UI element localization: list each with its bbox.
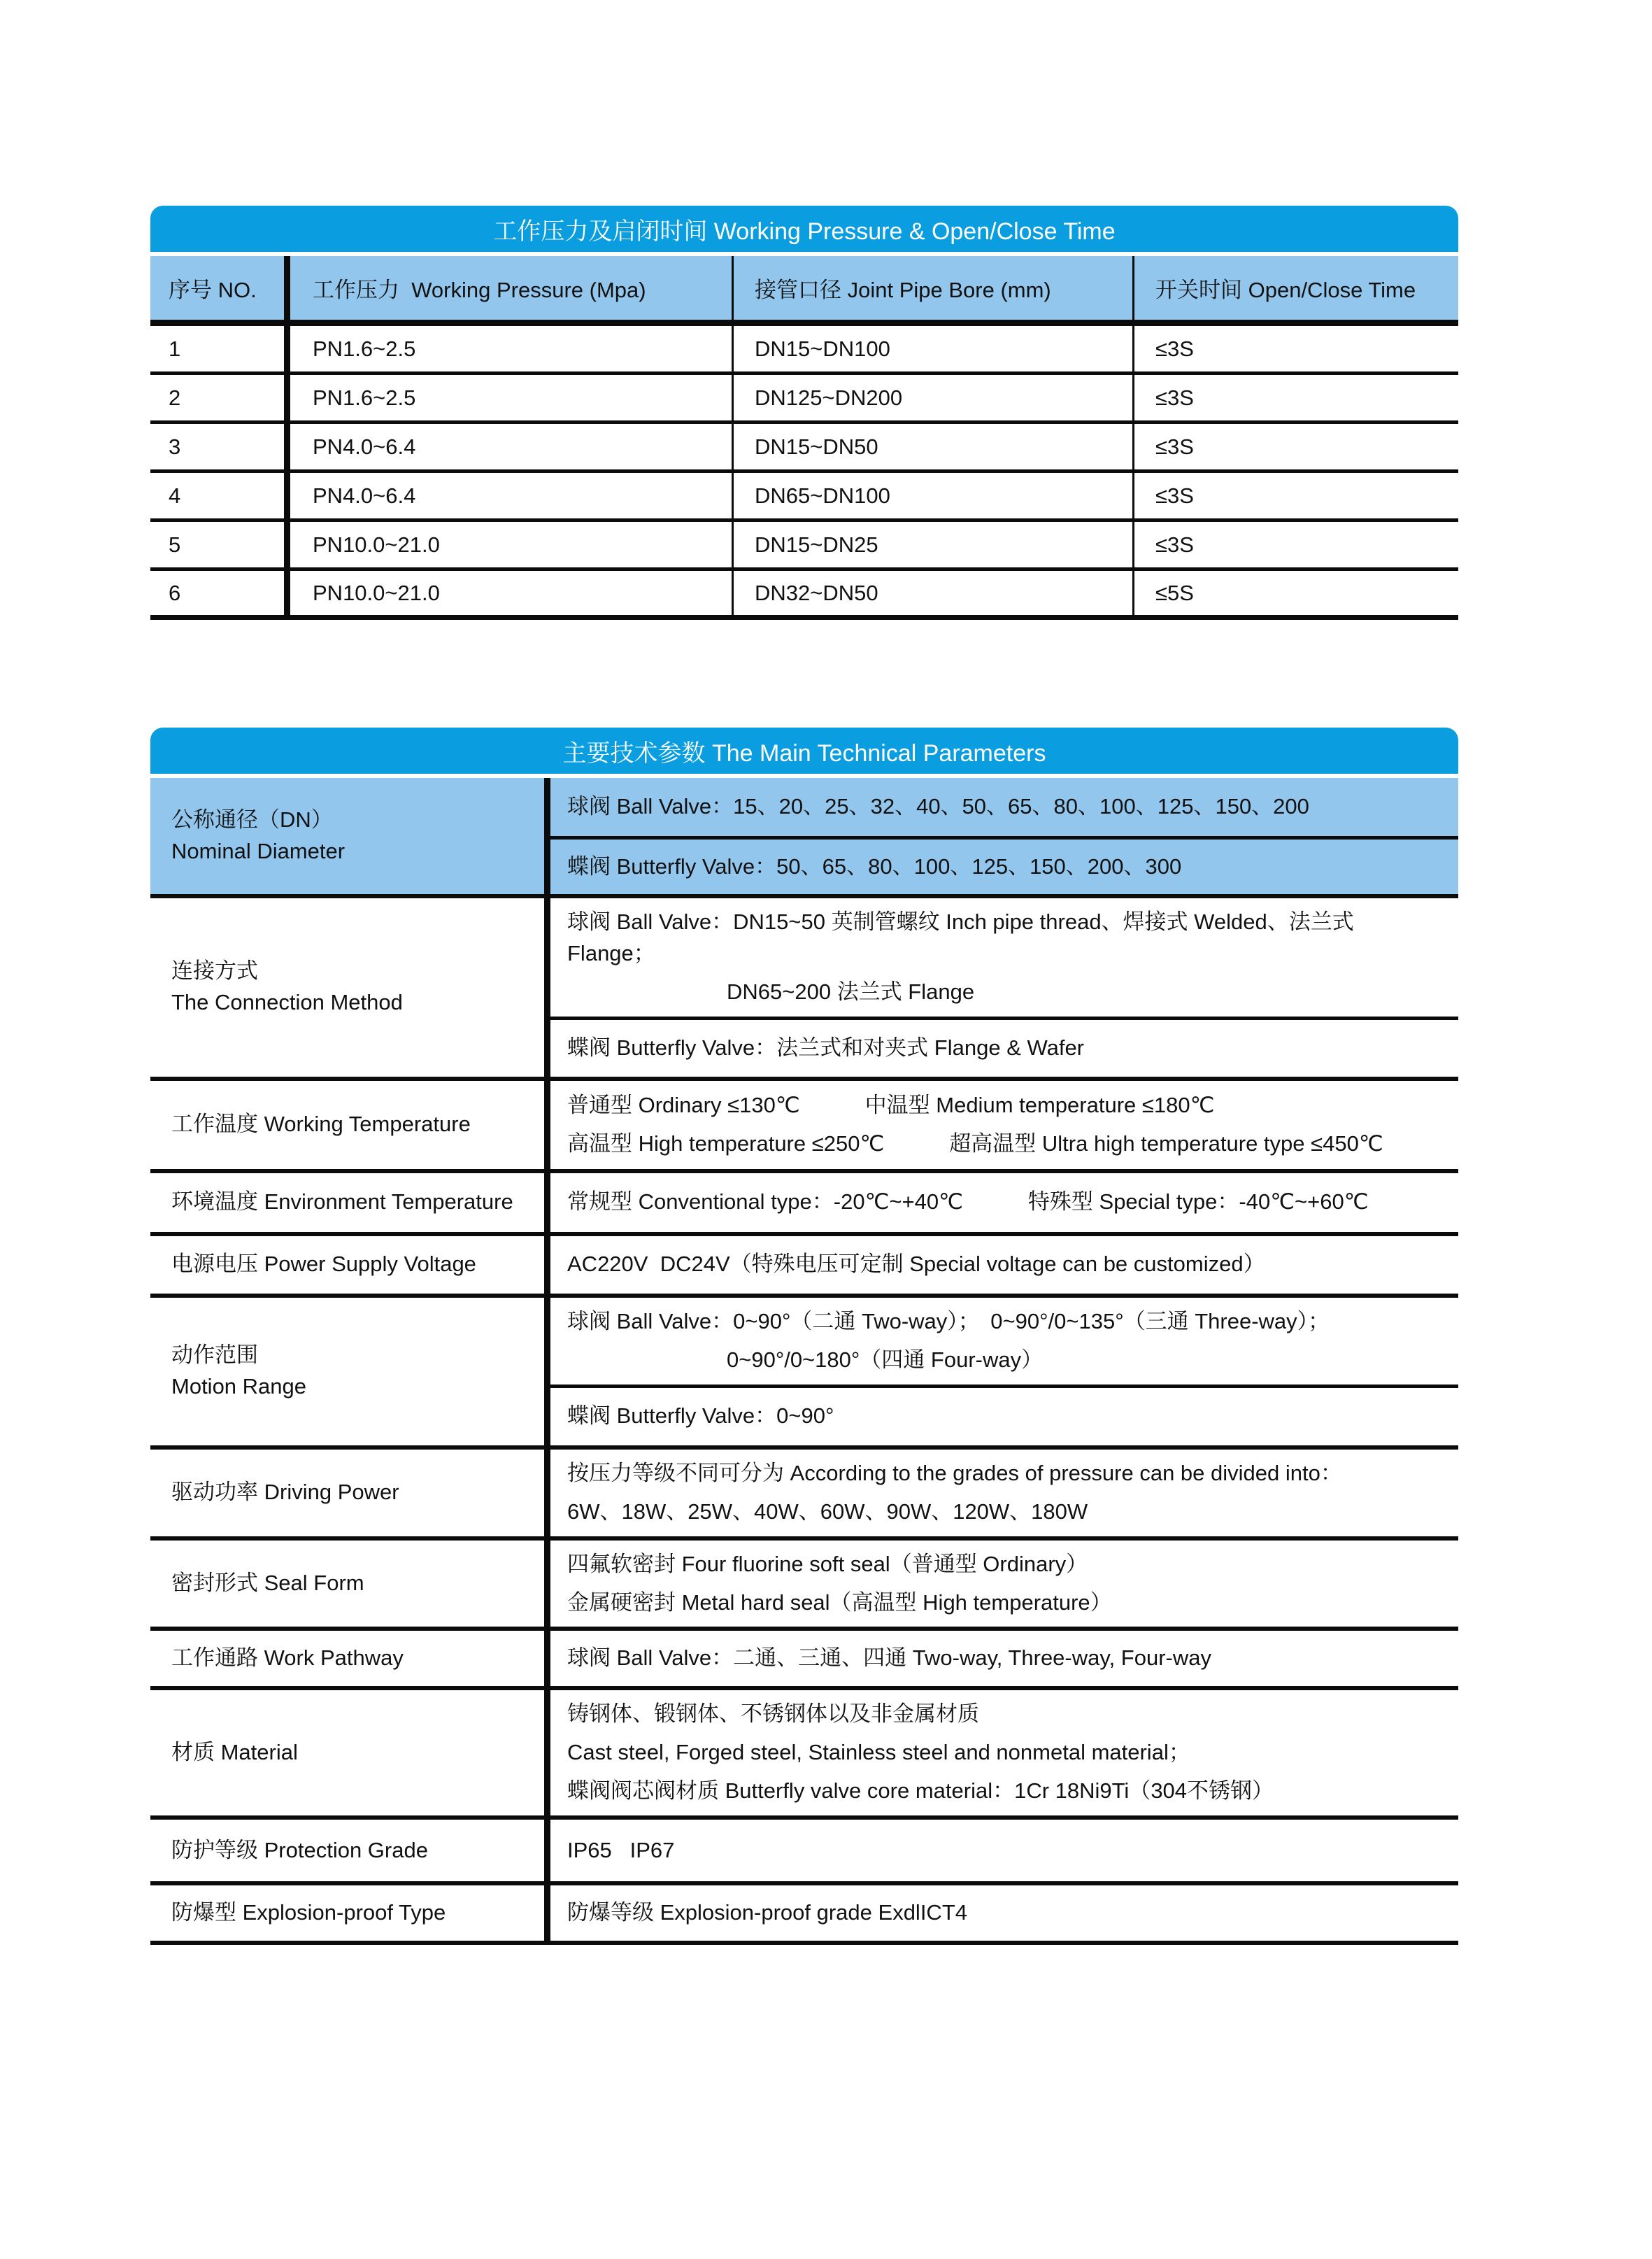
cell-no: 6: [150, 571, 290, 615]
header-cell-working-pressure: 工作压力 Working Pressure (Mpa): [290, 256, 734, 320]
table-row: [150, 522, 1458, 571]
cell-pressure: PN1.6~2.5: [290, 375, 734, 420]
table-header-row: [150, 256, 1458, 326]
param-row-nominal-diameter: [150, 778, 1458, 898]
param-value: AC220V DC24V（特殊电压可定制 Special voltage can be customized）: [567, 1252, 1265, 1277]
param-row-seal-form: [150, 1541, 1458, 1631]
param-label: 驱动功率 Driving Power: [150, 1450, 550, 1536]
param-row-explosion-proof-type: [150, 1885, 1458, 1945]
table-row: [150, 375, 1458, 424]
param-label: 动作范围 Motion Range: [150, 1298, 550, 1445]
param-value: 按压力等级不同可分为 According to the grades of pressure can be divided into： 6W、18W、25W、40W、60W、90W、120W、180W: [567, 1460, 1342, 1524]
param-value: 蝶阀 Butterfly Valve：0~90°: [550, 1385, 1458, 1445]
param-label: 防护等级 Protection Grade: [150, 1820, 550, 1881]
table-row: [150, 424, 1458, 473]
param-value: 常规型 Conventional type：-20℃~+40℃ 特殊型 Special type：-40℃~+60℃: [567, 1189, 1369, 1215]
param-value: 球阀 Ball Valve：15、20、25、32、40、50、65、80、100、125、150、200: [550, 778, 1458, 836]
cell-no: 3: [150, 424, 290, 469]
param-label: 公称通径（DN） Nominal Diameter: [150, 778, 550, 894]
technical-parameters-table: [150, 728, 1458, 1945]
param-value: 球阀 Ball Valve：0~90°（二通 Two-way）； 0~90°/0~135°（三通 Three-way）； 0~90°/0~180°（四通 Four-way）: [567, 1308, 1330, 1372]
param-row-motion-range: [150, 1298, 1458, 1450]
cell-pressure: PN10.0~21.0: [290, 571, 734, 615]
param-label: 防爆型 Explosion-proof Type: [150, 1885, 550, 1941]
cell-bore: DN32~DN50: [734, 571, 1134, 615]
header-cell-no: 序号 NO.: [150, 256, 290, 320]
param-value: 铸钢体、锻钢体、不锈钢体以及非金属材质 Cast steel, Forged steel, Stainless steel and nonmetal material； 蝶阀阀芯阀材质 Butterfly valve core material：1Cr 18Ni9Ti（304不锈钢）: [567, 1701, 1274, 1804]
param-label: 连接方式 The Connection Method: [150, 898, 550, 1077]
param-value: 防爆等级 Explosion-proof grade ExdlICT4: [567, 1900, 968, 1925]
technical-parameters-table-title: 主要技术参数 The Main Technical Parameters: [150, 728, 1458, 774]
param-label: 工作通路 Work Pathway: [150, 1631, 550, 1686]
cell-bore: DN65~DN100: [734, 473, 1134, 518]
param-label: 工作温度 Working Temperature: [150, 1081, 550, 1169]
param-label: 环境温度 Environment Temperature: [150, 1173, 550, 1232]
param-row-power-supply-voltage: [150, 1236, 1458, 1298]
param-value: 普通型 Ordinary ≤130℃ 中温型 Medium temperature ≤180℃ 高温型 High temperature ≤250℃ 超高温型 Ultra high temperature type ≤450℃: [567, 1092, 1383, 1156]
cell-pressure: PN10.0~21.0: [290, 522, 734, 567]
cell-time: ≤3S: [1155, 336, 1194, 361]
header-cell-open-close-time: 开关时间 Open/Close Time: [1155, 278, 1416, 302]
param-row-working-temperature: [150, 1081, 1458, 1173]
cell-no: 1: [150, 326, 290, 371]
param-label: 电源电压 Power Supply Voltage: [150, 1236, 550, 1294]
cell-pressure: PN4.0~6.4: [290, 424, 734, 469]
cell-bore: DN15~DN100: [734, 326, 1134, 371]
cell-bore: DN15~DN25: [734, 522, 1134, 567]
cell-bore: DN15~DN50: [734, 424, 1134, 469]
param-value: 球阀 Ball Valve：二通、三通、四通 Two-way, Three-way, Four-way: [567, 1645, 1211, 1671]
param-value: IP65 IP67: [567, 1837, 675, 1862]
param-row-environment-temperature: [150, 1173, 1458, 1236]
param-row-work-pathway: [150, 1631, 1458, 1690]
cell-pressure: PN1.6~2.5: [290, 326, 734, 371]
cell-time: ≤3S: [1155, 483, 1194, 508]
header-cell-joint-pipe-bore: 接管口径 Joint Pipe Bore (mm): [734, 256, 1134, 320]
param-value: 蝶阀 Butterfly Valve：法兰式和对夹式 Flange & Wafer: [550, 1017, 1458, 1077]
table-row: [150, 473, 1458, 522]
cell-time: ≤3S: [1155, 385, 1194, 410]
cell-time: ≤5S: [1155, 580, 1194, 605]
param-row-protection-grade: [150, 1820, 1458, 1885]
param-row-driving-power: [150, 1450, 1458, 1541]
working-pressure-table-title: 工作压力及启闭时间 Working Pressure & Open/Close Time: [150, 206, 1458, 252]
param-label: 材质 Material: [150, 1690, 550, 1815]
working-pressure-table: [150, 206, 1458, 620]
param-value: 球阀 Ball Valve：DN15~50 英制管螺纹 Inch pipe thread、焊接式 Welded、法兰式 Flange； DN65~200 法兰式 Flange: [567, 909, 1360, 1004]
param-value: 蝶阀 Butterfly Valve：50、65、80、100、125、150、200、300: [550, 836, 1458, 894]
table-row: [150, 326, 1458, 375]
param-value: 四氟软密封 Four fluorine soft seal（普通型 Ordinary） 金属硬密封 Metal hard seal（高温型 High temperature）: [567, 1551, 1112, 1615]
cell-bore: DN125~DN200: [734, 375, 1134, 420]
cell-time: ≤3S: [1155, 434, 1194, 459]
cell-no: 5: [150, 522, 290, 567]
cell-pressure: PN4.0~6.4: [290, 473, 734, 518]
cell-time: ≤3S: [1155, 532, 1194, 557]
param-label: 密封形式 Seal Form: [150, 1541, 550, 1627]
param-row-material: [150, 1690, 1458, 1820]
cell-no: 2: [150, 375, 290, 420]
cell-no: 4: [150, 473, 290, 518]
table-row: [150, 571, 1458, 620]
param-row-connection-method: [150, 898, 1458, 1081]
